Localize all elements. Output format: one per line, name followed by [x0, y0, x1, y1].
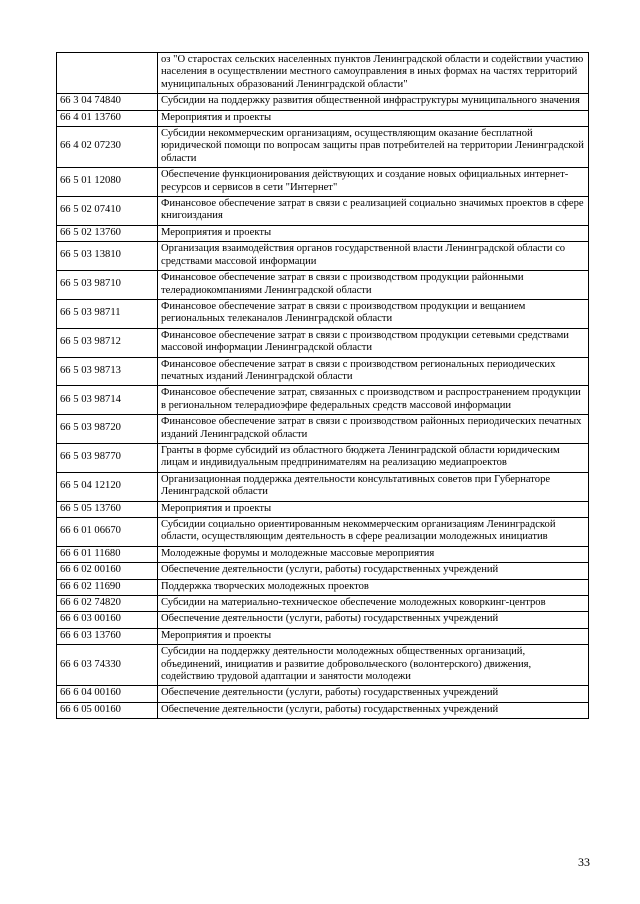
table-row [57, 596, 589, 612]
budget-code-cell: 66 6 03 13760 [57, 628, 158, 644]
description-cell: Гранты в форме субсидий из областного бюджета Ленинградской области юридическим лицам и индивидуальным предпринимателям на реализацию медиапроектов [158, 443, 589, 472]
budget-codes-table [56, 52, 589, 719]
table-row [57, 94, 589, 110]
description-cell: Молодежные форумы и молодежные массовые мероприятия [158, 546, 589, 562]
table-row [57, 686, 589, 702]
table-row [57, 472, 589, 501]
table-row [57, 612, 589, 628]
budget-code-cell: 66 5 05 13760 [57, 501, 158, 517]
budget-code-cell [57, 53, 158, 94]
table-row [57, 501, 589, 517]
budget-code-cell: 66 5 03 98712 [57, 328, 158, 357]
description-cell: Обеспечение деятельности (услуги, работы) государственных учреждений [158, 702, 589, 718]
budget-code-cell: 66 4 01 13760 [57, 110, 158, 126]
table-row [57, 386, 589, 415]
table-row [57, 225, 589, 241]
description-cell: Мероприятия и проекты [158, 628, 589, 644]
budget-code-cell: 66 5 04 12120 [57, 472, 158, 501]
table-body [57, 53, 589, 719]
table-row [57, 546, 589, 562]
description-cell: Субсидии на поддержку деятельности молодежных общественных организаций, объединений, инициатив и развитие добровольческого (волонтерского) движения, содействию трудовой адаптации и занятости молодежи [158, 645, 589, 686]
description-cell: оз "О старостах сельских населенных пунктов Ленинградской области и содействии участию населения в осуществлении местного самоуправления в иных формах на частях территорий муниципальных образований Ленинградской области" [158, 53, 589, 94]
table-row [57, 127, 589, 168]
description-cell: Субсидии на материально-техническое обеспечение молодежных коворкинг-центров [158, 596, 589, 612]
budget-code-cell: 66 5 02 07410 [57, 197, 158, 226]
description-cell: Мероприятия и проекты [158, 501, 589, 517]
table-row [57, 197, 589, 226]
budget-code-cell: 66 5 01 12080 [57, 168, 158, 197]
description-cell: Обеспечение деятельности (услуги, работы) государственных учреждений [158, 612, 589, 628]
table-row [57, 443, 589, 472]
budget-code-cell: 66 5 03 98770 [57, 443, 158, 472]
description-cell: Финансовое обеспечение затрат в связи с производством региональных периодических печатных изданий Ленинградской области [158, 357, 589, 386]
description-cell: Организационная поддержка деятельности консультативных советов при Губернаторе Ленинградской области [158, 472, 589, 501]
budget-code-cell: 66 6 01 06670 [57, 518, 158, 547]
budget-code-cell: 66 6 01 11680 [57, 546, 158, 562]
description-cell: Субсидии социально ориентированным некоммерческим организациям Ленинградской области, осуществляющим деятельность в сфере реализации молодежных инициатив [158, 518, 589, 547]
table-row [57, 53, 589, 94]
table-row [57, 328, 589, 357]
description-cell: Обеспечение функционирования действующих и создание новых официальных интернет-ресурсов и сервисов в сети "Интернет" [158, 168, 589, 197]
description-cell: Финансовое обеспечение затрат, связанных с производством и распространением продукции в региональном телерадиоэфире федеральных средств массовой информации [158, 386, 589, 415]
description-cell: Финансовое обеспечение затрат в связи с реализацией социально значимых проектов в сфере книгоиздания [158, 197, 589, 226]
budget-code-cell: 66 6 02 00160 [57, 563, 158, 579]
budget-code-cell: 66 5 03 98710 [57, 271, 158, 300]
page-number: 33 [578, 855, 590, 869]
table-row [57, 242, 589, 271]
budget-code-cell: 66 5 02 13760 [57, 225, 158, 241]
table-row [57, 357, 589, 386]
table-row [57, 645, 589, 686]
table-row [57, 518, 589, 547]
budget-code-cell: 66 6 02 11690 [57, 579, 158, 595]
budget-code-cell: 66 5 03 13810 [57, 242, 158, 271]
description-cell: Финансовое обеспечение затрат в связи с производством районных периодических печатных изданий Ленинградской области [158, 415, 589, 444]
description-cell: Организация взаимодействия органов государственной власти Ленинградской области со средствами массовой информации [158, 242, 589, 271]
table-row [57, 628, 589, 644]
table-row [57, 702, 589, 718]
budget-code-cell: 66 3 04 74840 [57, 94, 158, 110]
description-cell: Субсидии на поддержку развития общественной инфраструктуры муниципального значения [158, 94, 589, 110]
description-cell: Финансовое обеспечение затрат в связи с производством продукции районными телерадиокомпаниями Ленинградской области [158, 271, 589, 300]
table-row [57, 579, 589, 595]
table-row [57, 110, 589, 126]
budget-code-cell: 66 5 03 98720 [57, 415, 158, 444]
description-cell: Мероприятия и проекты [158, 110, 589, 126]
description-cell: Финансовое обеспечение затрат в связи с производством продукции сетевыми средствами массовой информации Ленинградской области [158, 328, 589, 357]
table-row [57, 415, 589, 444]
table-row [57, 299, 589, 328]
budget-code-cell: 66 6 02 74820 [57, 596, 158, 612]
description-cell: Мероприятия и проекты [158, 225, 589, 241]
document-page [56, 52, 588, 719]
description-cell: Обеспечение деятельности (услуги, работы) государственных учреждений [158, 686, 589, 702]
budget-code-cell: 66 6 03 00160 [57, 612, 158, 628]
budget-code-cell: 66 4 02 07230 [57, 127, 158, 168]
table-row [57, 271, 589, 300]
budget-code-cell: 66 6 05 00160 [57, 702, 158, 718]
budget-code-cell: 66 5 03 98711 [57, 299, 158, 328]
description-cell: Финансовое обеспечение затрат в связи с производством продукции и вещанием региональных телеканалов Ленинградской области [158, 299, 589, 328]
table-row [57, 168, 589, 197]
description-cell: Поддержка творческих молодежных проектов [158, 579, 589, 595]
budget-code-cell: 66 6 04 00160 [57, 686, 158, 702]
budget-code-cell: 66 5 03 98713 [57, 357, 158, 386]
budget-code-cell: 66 6 03 74330 [57, 645, 158, 686]
description-cell: Субсидии некоммерческим организациям, осуществляющим оказание бесплатной юридической помощи по вопросам защиты прав потребителей на территории Ленинградской области [158, 127, 589, 168]
description-cell: Обеспечение деятельности (услуги, работы) государственных учреждений [158, 563, 589, 579]
table-row [57, 563, 589, 579]
budget-code-cell: 66 5 03 98714 [57, 386, 158, 415]
